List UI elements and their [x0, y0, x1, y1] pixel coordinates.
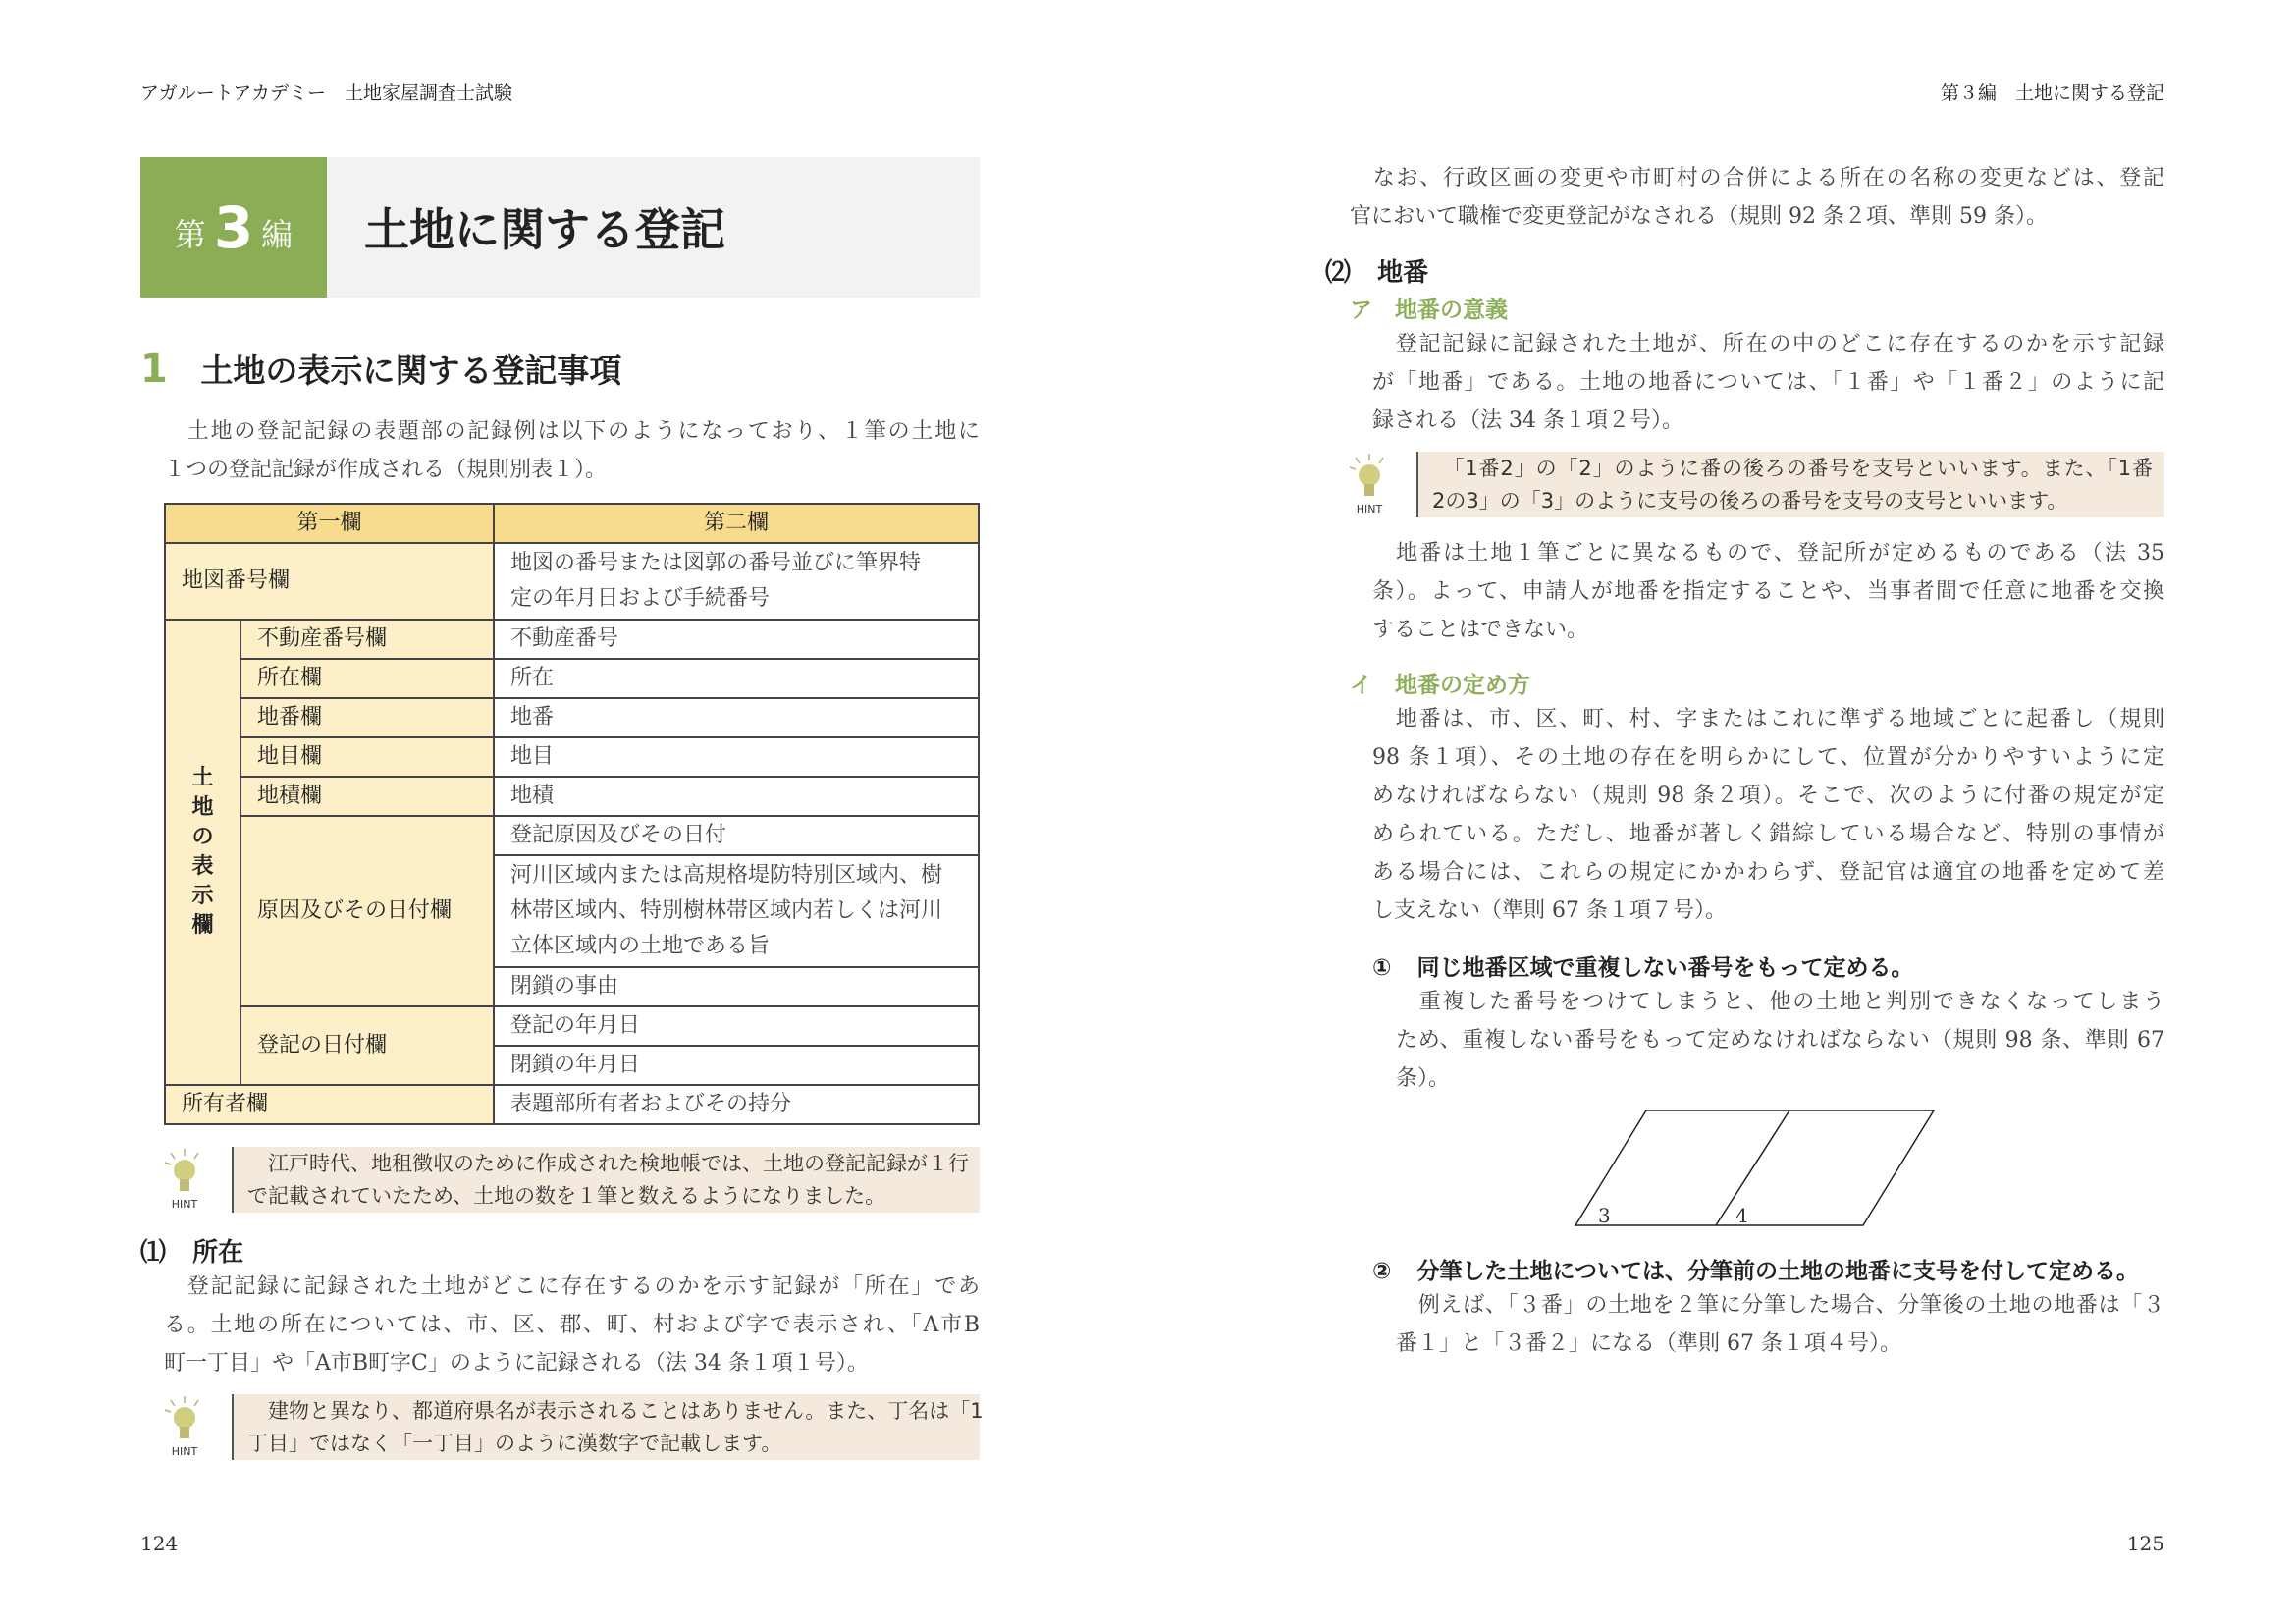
text-line: 番１」と「３番２」になる（準則 67 条１項４号）。: [1396, 1331, 1901, 1356]
item-a-body2: [1372, 534, 2164, 649]
text-line: 条）。よって、申請人が地番を指定することや、当事者間で任意に地番を交換: [1372, 579, 2164, 604]
row-value: 所在: [495, 660, 978, 697]
hint-box: [163, 1394, 984, 1460]
subsection-heading: [140, 1232, 243, 1269]
lightbulb-icon: [1348, 452, 1391, 517]
row-label: 地番欄: [241, 699, 493, 736]
svg-text:HINT: HINT: [1356, 503, 1383, 515]
text-line: 官において職権で変更登記がなされる（規則 92 条２項、準則 59 条）。: [1350, 204, 2048, 229]
row-label: 所在欄: [241, 660, 493, 697]
item-heading-i: イ 地番の定め方: [1350, 673, 1530, 698]
hint-text: [232, 1147, 980, 1213]
text-line: 登記記録に記録された土地が、所在の中のどこに存在するのかを示す記録: [1372, 332, 2164, 356]
text-line: なお、行政区画の変更や市町村の合併による所在の名称の変更などは、登記: [1350, 166, 2164, 190]
text-line: ため、重複しない番号をもって定めなければならない（規則 98 条、準則 67: [1396, 1028, 2164, 1053]
page-number-left: 124: [140, 1532, 179, 1555]
row-label: 地図番号欄: [166, 544, 493, 619]
text-line: めなければならない（規則 98 条２項）。そこで、次のように付番の規定が定: [1372, 784, 2164, 808]
table-header: 第二欄: [495, 505, 978, 542]
value-line: 地図の番号または図郭の番号並びに筆界特: [510, 551, 922, 575]
row-value: 登記原因及びその日付: [495, 817, 978, 854]
text-line: 2の3」の「3」のように支号の後ろの番号を支号の支号といいます。: [1432, 489, 2068, 513]
item-heading-a: ア 地番の意義: [1350, 298, 1508, 323]
row-value: 閉鎖の事由: [495, 968, 978, 1005]
row-label: 登記の日付欄: [241, 1007, 493, 1084]
subsection-heading: [1325, 252, 1428, 289]
text-line: 丁目」ではなく「一丁目」のように漢数字で記載します。: [247, 1432, 782, 1455]
svg-text:HINT: HINT: [171, 1198, 198, 1211]
row-value: [495, 856, 978, 966]
lightbulb-icon: [163, 1147, 206, 1213]
text-line: ある場合には、これらの規定にかかわらず、登記官は適宜の地番を定めて差: [1372, 860, 2164, 885]
rule-body: [1396, 1286, 2164, 1363]
value-line: 立体区域内の土地である旨: [510, 934, 771, 958]
parcel-divider: [1716, 1110, 1789, 1225]
page-number-right: 125: [2126, 1532, 2164, 1555]
value-line: 河川区域内または高規格堤防特別区域内、樹: [510, 863, 943, 888]
text-line: 土地の登記記録の表題部の記録例は以下のようになっており、１筆の土地に: [164, 419, 980, 444]
value-line: 定の年月日および手続番号: [510, 586, 771, 611]
rule-title: 同じ地番区域で重複しない番号をもって定める。: [1416, 955, 1914, 981]
subsection-title: 所在: [192, 1238, 244, 1268]
text-line: することはできない。: [1372, 618, 1589, 642]
section-intro: [164, 412, 980, 489]
text-line: 江戸時代、地租徴収のために作成された検地帳では、土地の登記記録が１行: [247, 1152, 969, 1175]
hint-box: [1348, 452, 2164, 517]
text-line: 地番は、市、区、町、村、字またはこれに準ずる地域ごとに起番し（規則: [1372, 707, 2164, 731]
text-line: 登記記録に記録された土地がどこに存在するのかを示す記録が「所在」であ: [164, 1274, 980, 1299]
parcel-diagram: [1561, 1100, 1953, 1237]
item-a-body: [1372, 325, 2164, 440]
section-title: 土地の表示に関する登記事項: [200, 352, 622, 390]
text-line: 条）。: [1396, 1066, 1451, 1091]
running-header-right: 第３編 土地に関する登記: [1940, 82, 2164, 104]
rule-number: ①: [1372, 955, 1392, 981]
hint-box: [163, 1147, 980, 1213]
parcel-outline: [1575, 1110, 1934, 1225]
group-label: 土地の表示欄: [191, 766, 214, 938]
chapter-number-badge: [140, 157, 327, 298]
item-i-body: [1372, 700, 2164, 930]
subsection-body: [164, 1268, 980, 1382]
text-line: で記載されていたため、土地の数を１筆と数えるようになりました。: [247, 1184, 886, 1208]
parcel-label: 3: [1598, 1204, 1611, 1227]
section-heading: [140, 346, 621, 392]
text-line: 98 条１項）、その土地の存在を明らかにして、位置が分かりやすいように定: [1372, 745, 2164, 770]
rule-number: ②: [1372, 1259, 1392, 1284]
row-label: 地積欄: [241, 778, 493, 815]
row-value: 地番: [495, 699, 978, 736]
row-value: [495, 544, 978, 619]
registry-record-table: [164, 503, 980, 1125]
row-label: 所有者欄: [166, 1086, 493, 1123]
rule-heading: [1372, 949, 1914, 982]
hint-text: [1416, 452, 2164, 517]
subsection-number: ⑵: [1325, 258, 1352, 288]
text-line: 重複した番号をつけてしまうと、他の土地と判別できなくなってしまう: [1396, 990, 2164, 1014]
chapter-number: 3: [213, 193, 254, 261]
chapter-title: 土地に関する登記: [364, 203, 725, 256]
text-line: 町一丁目」や「A市B町字C」のように記録される（法 34 条１項１号）。: [164, 1351, 869, 1376]
text-line: 地番は土地１筆ごとに異なるもので、登記所が定めるものである（法 35: [1372, 541, 2164, 566]
row-value: 表題部所有者およびその持分: [495, 1086, 978, 1123]
section-number: 1: [140, 347, 168, 392]
text-line: 「1番2」の「2」のように番の後ろの番号を支号といいます。また、「1番: [1432, 457, 2153, 480]
text-line: が「地番」である。土地の地番については、「１番」や「１番２」のように記: [1372, 370, 2164, 395]
subsection-title: 地番: [1377, 258, 1429, 288]
subsection-number: ⑴: [140, 1238, 167, 1268]
row-label: 不動産番号欄: [241, 621, 493, 658]
running-header-left: アガルートアカデミー 土地家屋調査士試験: [140, 82, 513, 104]
rule-body: [1396, 983, 2164, 1098]
text-line: 録される（法 34 条１項２号）。: [1372, 408, 1683, 433]
row-value: 地積: [495, 778, 978, 815]
chapter-title-block: [140, 157, 980, 298]
rule-title: 分筆した土地については、分筆前の土地の地番に支号を付して定める。: [1416, 1259, 2140, 1284]
right-intro: [1350, 159, 2164, 236]
hint-text: [232, 1394, 984, 1460]
row-value: 地目: [495, 738, 978, 776]
rule-heading: [1372, 1253, 2139, 1285]
row-label: 地目欄: [241, 738, 493, 776]
text-line: し支えない（準則 67 条１項７号）。: [1372, 898, 1727, 923]
row-value: 閉鎖の年月日: [495, 1047, 978, 1084]
text-line: 建物と異なり、都道府県名が表示されることはありません。また、丁名は「1: [247, 1399, 984, 1423]
text-line: 例えば、「３番」の土地を２筆に分筆した場合、分筆後の土地の地番は「３: [1396, 1293, 2164, 1318]
chapter-prefix: 第: [174, 215, 206, 253]
value-line: 林帯区域内、特別樹林帯区域内若しくは河川: [510, 898, 943, 923]
lightbulb-icon: [163, 1394, 206, 1460]
svg-text:HINT: HINT: [171, 1445, 198, 1458]
row-value: 不動産番号: [495, 621, 978, 658]
text-line: １つの登記記録が作成される（規則別表１）。: [164, 458, 608, 482]
group-label-cell: [166, 621, 240, 1084]
parcel-label: 4: [1735, 1204, 1748, 1227]
row-value: 登記の年月日: [495, 1007, 978, 1045]
text-line: められている。ただし、地番が著しく錯綜している場合など、特別の事情が: [1372, 822, 2164, 846]
row-label: 原因及びその日付欄: [241, 817, 493, 1005]
chapter-suffix: 編: [261, 215, 294, 253]
text-line: る。土地の所在については、市、区、郡、町、村および字で表示され、「A市B: [164, 1313, 980, 1337]
table-header: 第一欄: [166, 505, 493, 542]
